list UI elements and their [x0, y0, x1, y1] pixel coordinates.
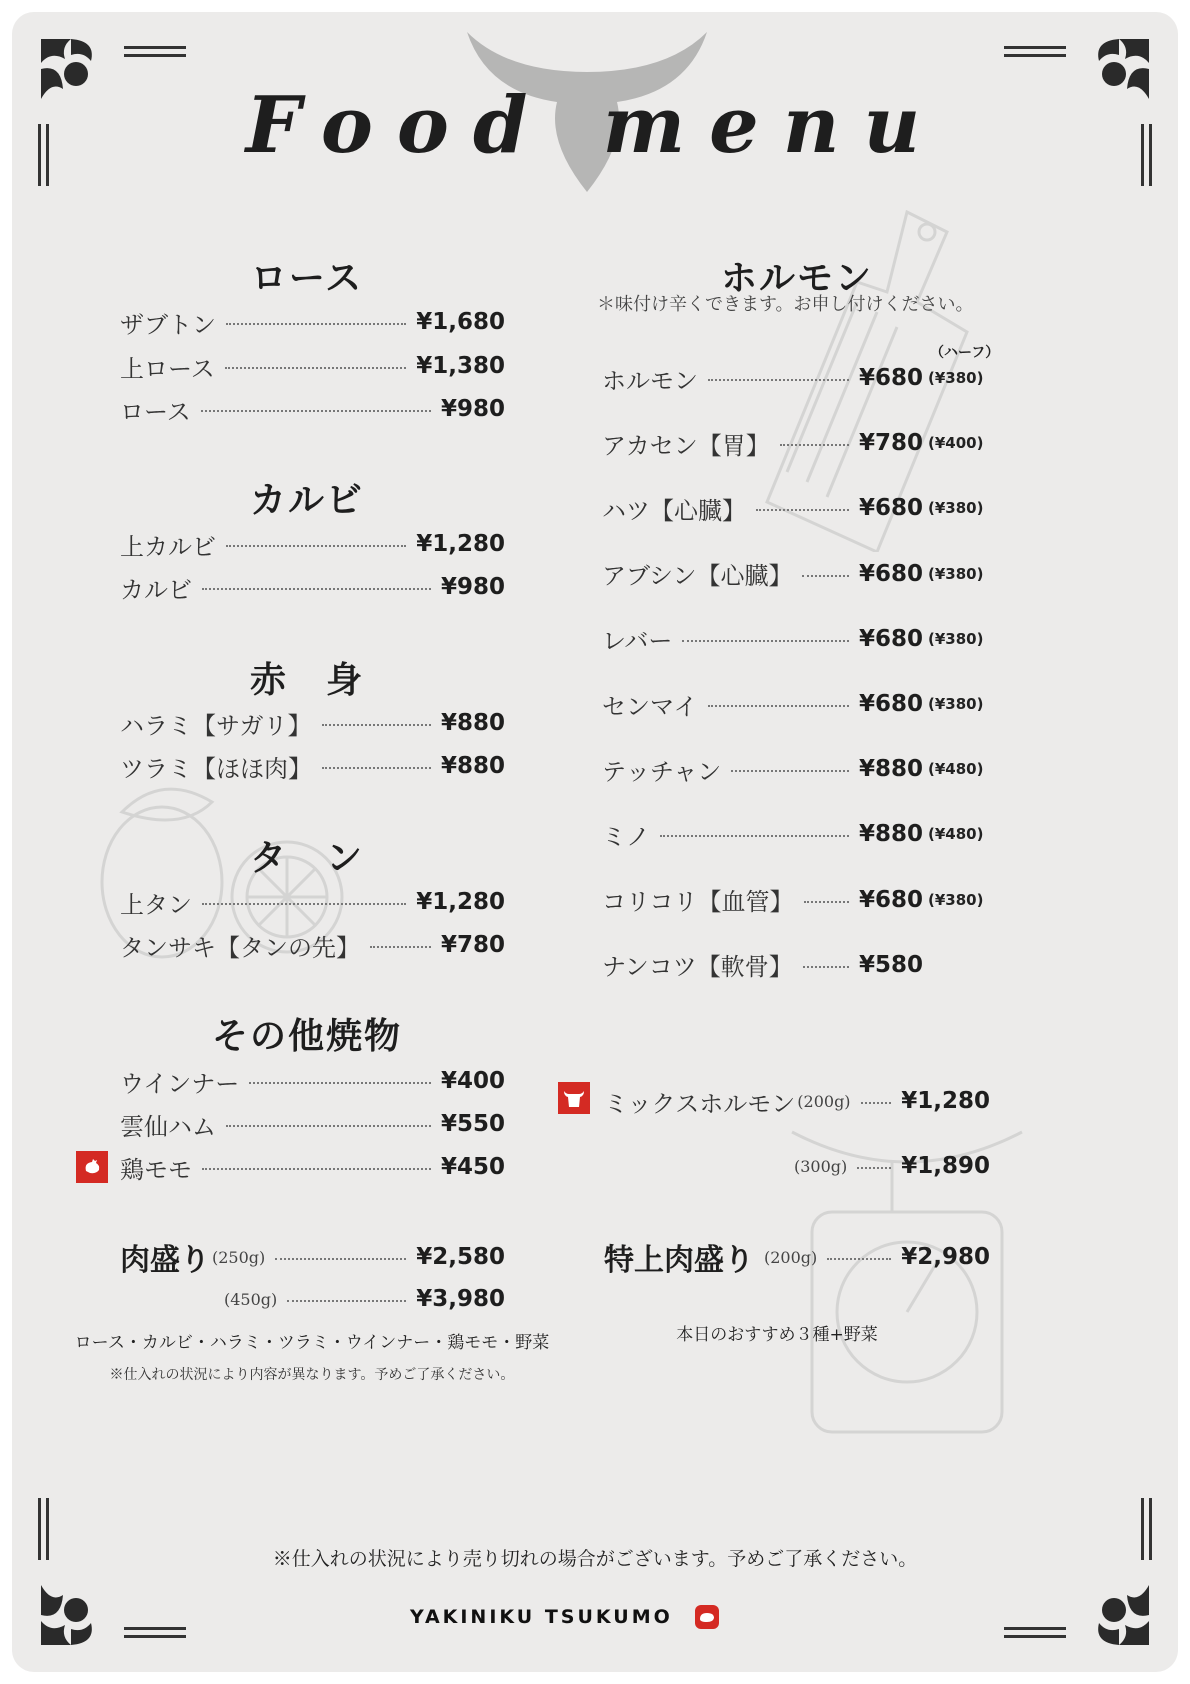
menu-item: レバー ¥680 (¥380) — [602, 625, 984, 656]
menu-item: ウインナー ¥400 — [120, 1068, 505, 1098]
nikumori-note: ※仕入れの状況により内容が異なります。予めご了承ください。 — [109, 1367, 515, 1383]
frame-line — [124, 46, 186, 57]
menu-item: ハツ【心臓】 ¥680 (¥380) — [602, 495, 984, 525]
cow-badge — [558, 1082, 590, 1114]
tokujo-item: 特上肉盛り (200g) ¥2,980 — [604, 1243, 990, 1278]
menu-item: カルビ ¥980 — [120, 574, 505, 604]
menu-item: テッチャン ¥880 (¥480) — [602, 756, 984, 786]
ornament-icon — [1084, 1580, 1154, 1650]
chicken-icon — [80, 1155, 104, 1179]
section-heading-horumon: ホルモン — [720, 257, 873, 299]
menu-item: 雲仙ハム ¥550 — [120, 1111, 505, 1141]
menu-item: ナンコツ【軟骨】 ¥580 — [602, 951, 923, 982]
section-heading-rosu: ロース — [250, 257, 364, 299]
menu-item: 上タン ¥1,280 — [120, 889, 505, 919]
half-portion-label: （ハーフ） — [930, 345, 1000, 361]
menu-item: アブシン【心臓】 ¥680 (¥380) — [602, 560, 984, 591]
footer-note: ※仕入れの状況により売り切れの場合がございます。予めご了承ください。 — [272, 1548, 918, 1570]
menu-item: 鶏モモ ¥450 — [120, 1154, 505, 1184]
menu-item: 上ロース ¥1,380 — [120, 353, 505, 383]
horumon-note: ＊味付け辛くできます。お申し付けください。 — [597, 294, 974, 315]
section-heading-tan: タ ン — [249, 837, 364, 879]
menu-item: センマイ ¥680 (¥380) — [602, 691, 984, 721]
menu-item: コリコリ【血管】 ¥680 (¥380) — [602, 886, 984, 917]
tokujo-contents: 本日のおすすめ３種+野菜 — [676, 1325, 878, 1345]
frame-line — [124, 1627, 186, 1638]
menu-item: 上カルビ ¥1,280 — [120, 531, 505, 561]
cow-icon — [561, 1085, 587, 1111]
nikumori-contents: ロース・カルビ・ハラミ・ツラミ・ウインナー・鶏モモ・野菜 — [74, 1333, 550, 1353]
nikumori-item: 肉盛り (250g) ¥2,580 — [120, 1243, 505, 1278]
brand-name: YAKINIKU TSUKUMO — [410, 1606, 673, 1628]
mix-horumon-item: ミックスホルモン (200g) ¥1,280 — [604, 1088, 990, 1118]
menu-item: ホルモン ¥680 (¥380) — [602, 365, 984, 395]
menu-item: タンサキ【タンの先】 ¥780 — [120, 932, 505, 962]
ornament-icon — [36, 1580, 106, 1650]
nikumori-item-large: (450g) ¥3,980 — [224, 1286, 505, 1312]
menu-item: ロース ¥980 — [120, 396, 505, 426]
meat-logo-icon — [694, 1604, 720, 1630]
section-heading-other: その他焼物 — [211, 1015, 402, 1057]
menu-item: ハラミ【サガリ】 ¥880 — [120, 710, 505, 740]
frame-line — [1004, 46, 1066, 57]
menu-item: ザブトン ¥1,680 — [120, 309, 505, 339]
menu-item: ツラミ【ほほ肉】 ¥880 — [120, 753, 505, 783]
section-heading-karubi: カルビ — [249, 479, 364, 521]
page-title: Food menu — [245, 80, 945, 171]
frame-line — [1004, 1627, 1066, 1638]
mix-horumon-item-large: (300g) ¥1,890 — [794, 1153, 990, 1179]
menu-page — [12, 12, 1178, 1672]
menu-item: アカセン【胃】 ¥780 (¥400) — [602, 430, 984, 460]
menu-item: ミノ ¥880 (¥480) — [602, 821, 984, 851]
section-heading-akami: 赤 身 — [249, 659, 364, 701]
chicken-badge — [76, 1151, 108, 1183]
